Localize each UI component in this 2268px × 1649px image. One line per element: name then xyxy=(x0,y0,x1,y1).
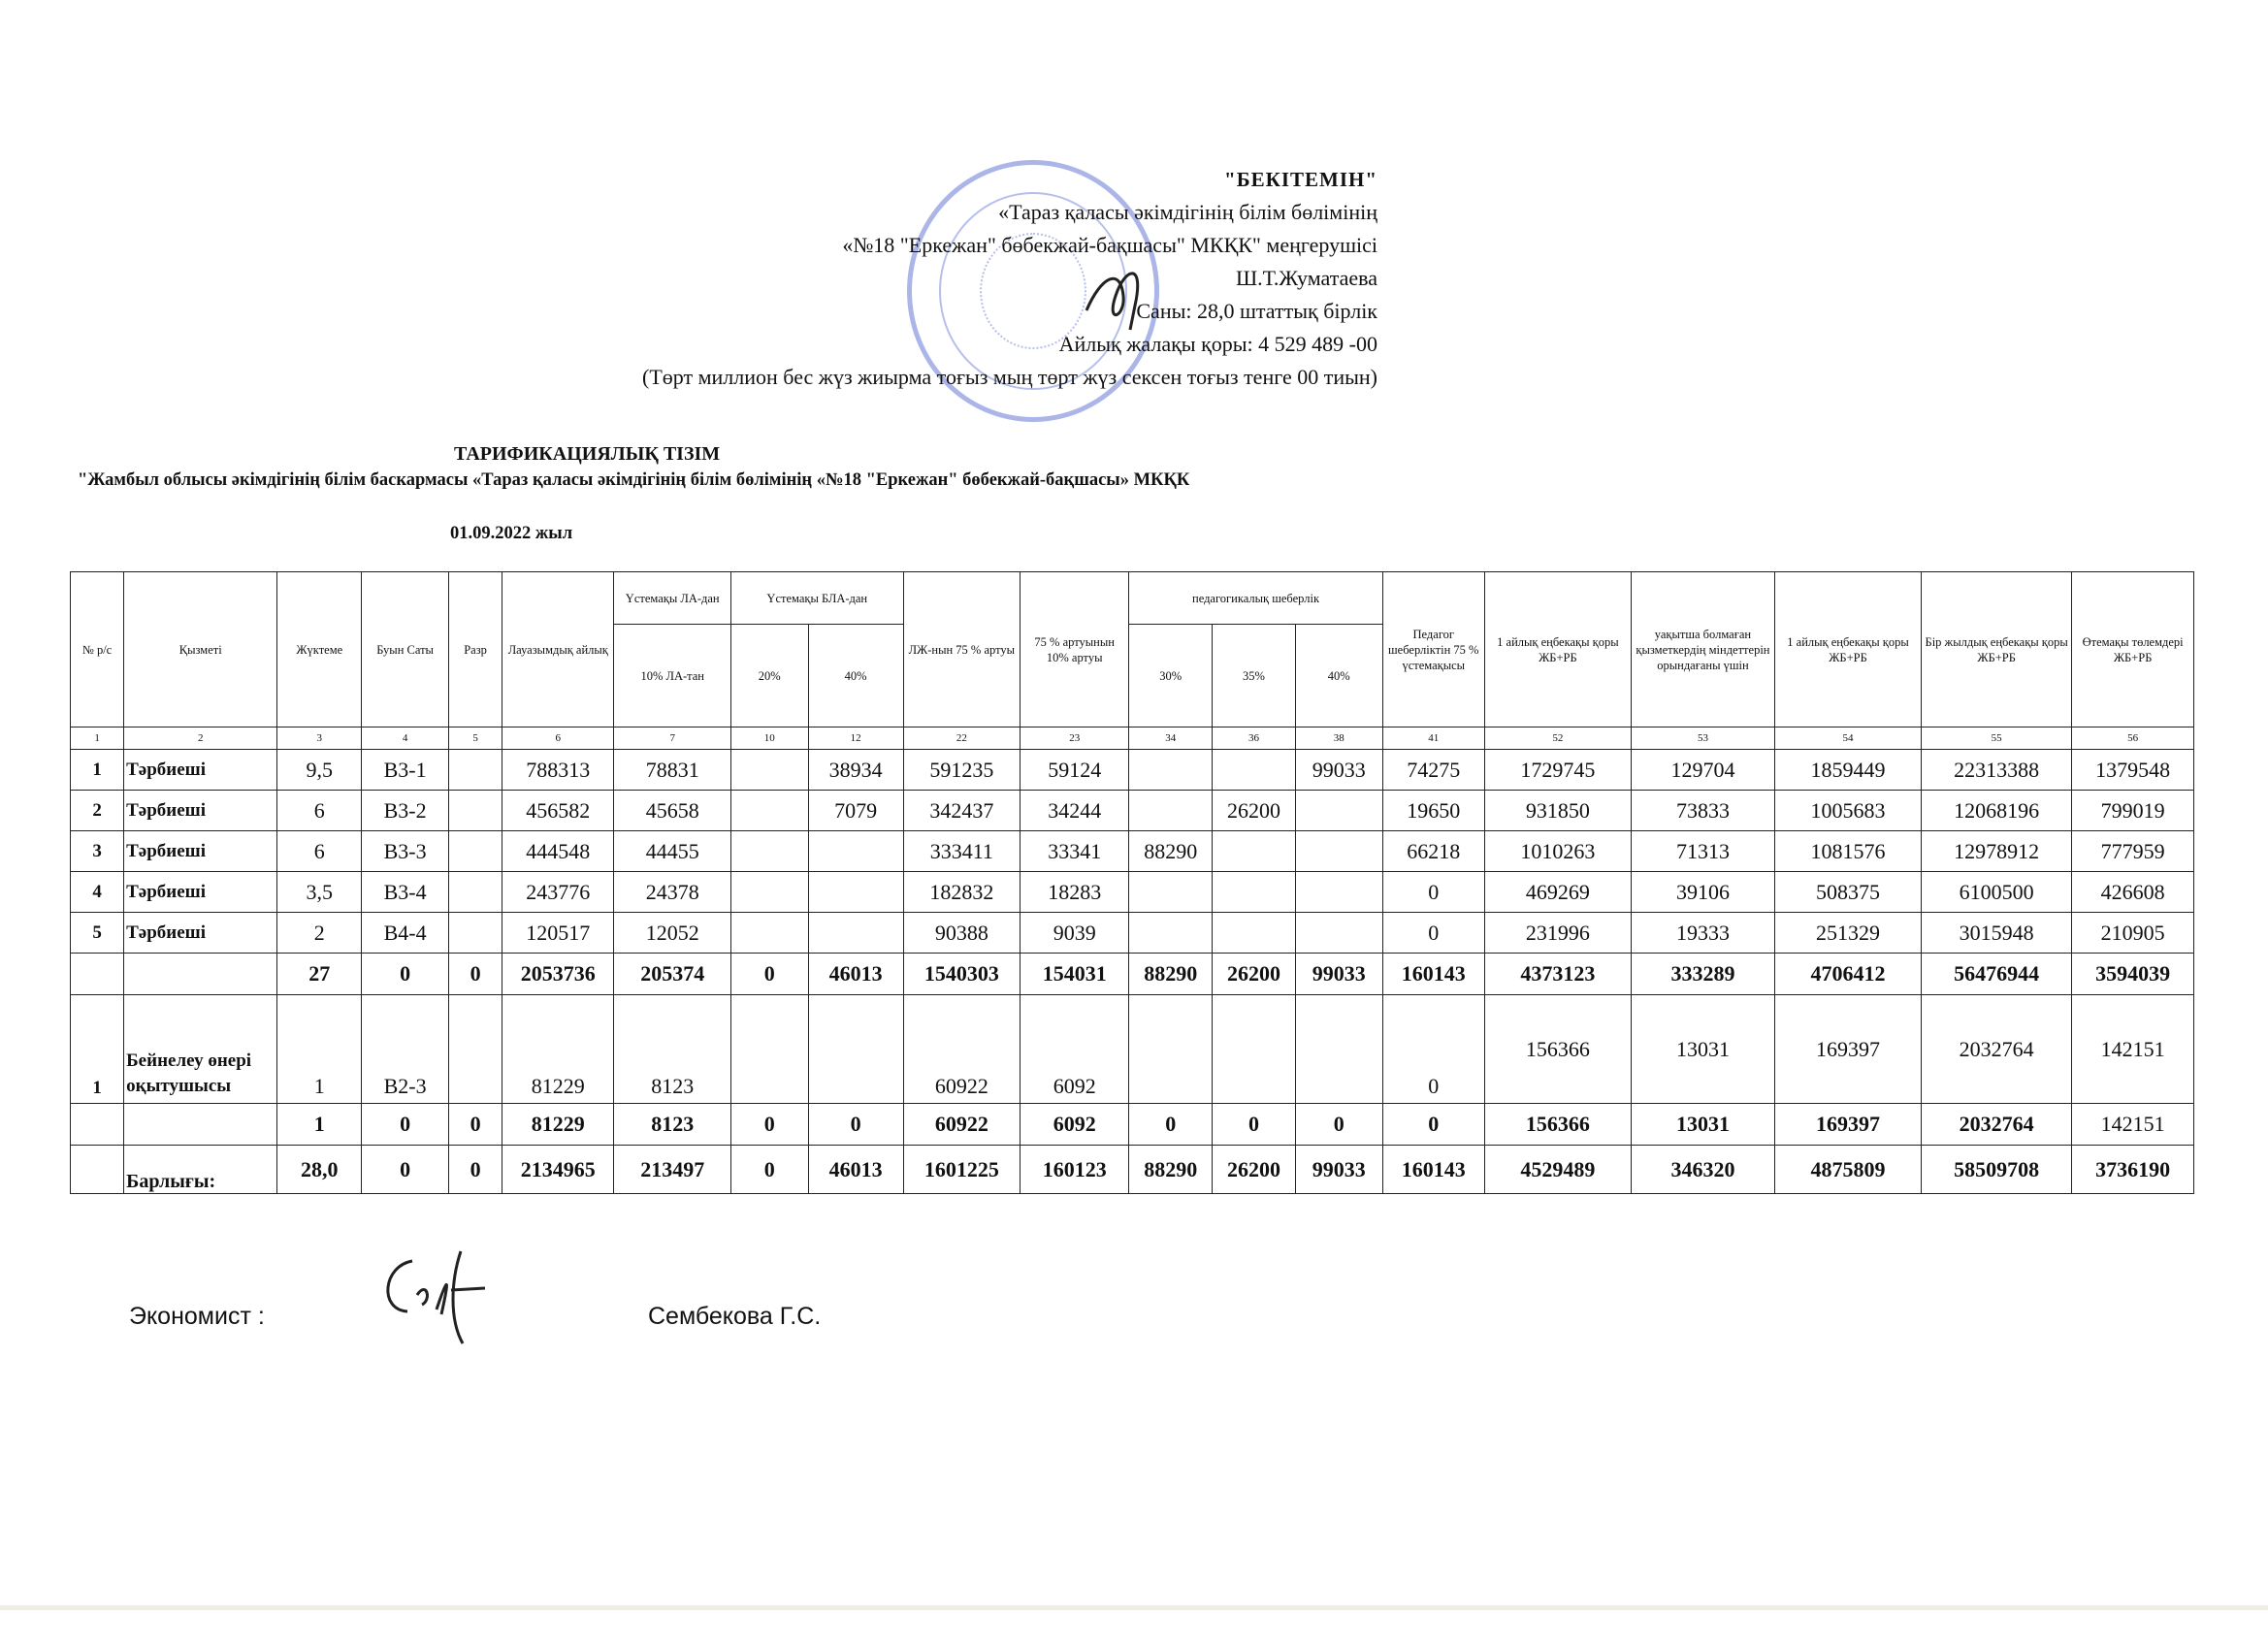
subtotal-cell: 0 xyxy=(362,1104,449,1146)
cell xyxy=(730,913,808,954)
cell: 12978912 xyxy=(1922,831,2072,872)
cell: 1 xyxy=(277,995,362,1104)
cell: 26200 xyxy=(1213,791,1296,831)
subtotal-cell: 0 xyxy=(362,954,449,995)
th-la-10: 10% ЛА-тан xyxy=(614,625,730,728)
th-grade: Разр xyxy=(449,572,502,728)
cell: 73833 xyxy=(1631,791,1774,831)
cell: 59124 xyxy=(1021,750,1129,791)
total-cell: 346320 xyxy=(1631,1146,1774,1194)
cell: 6092 xyxy=(1021,995,1129,1104)
cell: 38934 xyxy=(808,750,903,791)
cell xyxy=(1213,831,1296,872)
cell: 0 xyxy=(1382,913,1484,954)
cell: 6 xyxy=(277,791,362,831)
cell: В2-3 xyxy=(362,995,449,1104)
subtotal-cell: 60922 xyxy=(903,1104,1020,1146)
approval-staff: Саны: 28,0 штаттық бірлік xyxy=(1136,299,1377,323)
cell: 90388 xyxy=(903,913,1020,954)
table-row xyxy=(71,750,2194,791)
col-number: 52 xyxy=(1484,728,1631,750)
cell xyxy=(1129,750,1213,791)
approval-fund-words: (Төрт миллион бес жүз жиырма тоғыз мың төрт жүз сексен тоғыз тенге 00 тиын) xyxy=(642,365,1377,389)
col-number: 6 xyxy=(502,728,614,750)
total-cell: 58509708 xyxy=(1922,1146,2072,1194)
cell: Бейнелеу өнері оқытушысы xyxy=(124,995,277,1104)
cell xyxy=(1213,995,1296,1104)
cell: 22313388 xyxy=(1922,750,2072,791)
table-row xyxy=(71,913,2194,954)
total-cell: 0 xyxy=(449,1146,502,1194)
subtotal-cell: 0 xyxy=(1213,1104,1296,1146)
cell: 6 xyxy=(277,831,362,872)
cell xyxy=(1213,913,1296,954)
cell: 3 xyxy=(71,831,124,872)
cell: 508375 xyxy=(1774,872,1921,913)
grand-total-row xyxy=(71,1146,2194,1194)
cell: 1010263 xyxy=(1484,831,1631,872)
th-salary: Лауазымдық айлық xyxy=(502,572,614,728)
cell: 44455 xyxy=(614,831,730,872)
cell: 78831 xyxy=(614,750,730,791)
subtotal-cell: 1 xyxy=(277,1104,362,1146)
subtotal-cell: 8123 xyxy=(614,1104,730,1146)
total-cell: 213497 xyxy=(614,1146,730,1194)
subtotal-cell: 0 xyxy=(808,1104,903,1146)
director-signature xyxy=(1077,257,1164,335)
approval-block xyxy=(642,163,1377,394)
cell xyxy=(449,913,502,954)
position-cell: Тәрбиеші xyxy=(124,831,277,872)
cell: 34244 xyxy=(1021,791,1129,831)
col-number: 56 xyxy=(2072,728,2194,750)
cell: 0 xyxy=(1382,995,1484,1104)
subtotal-cell: 205374 xyxy=(614,954,730,995)
cell: В3-2 xyxy=(362,791,449,831)
approval-line1: «Тараз қаласы әкімдігінің білім бөлімінің xyxy=(998,200,1377,224)
col-number: 34 xyxy=(1129,728,1213,750)
th-ped-group: педагогикалық шеберлік xyxy=(1129,572,1382,625)
cell: 333411 xyxy=(903,831,1020,872)
cell xyxy=(808,831,903,872)
cell: 777959 xyxy=(2072,831,2194,872)
total-cell: 4529489 xyxy=(1484,1146,1631,1194)
economist-name: Сембекова Г.С. xyxy=(648,1303,822,1330)
col-number: 53 xyxy=(1631,728,1774,750)
th-p75-10: 75 % артуынын 10% артуы xyxy=(1021,572,1129,728)
cell xyxy=(1295,872,1382,913)
tariff-table xyxy=(70,571,2194,1194)
cell: 71313 xyxy=(1631,831,1774,872)
cell: 182832 xyxy=(903,872,1020,913)
cell: 169397 xyxy=(1774,995,1921,1104)
col-number: 2 xyxy=(124,728,277,750)
scan-edge xyxy=(0,1605,2268,1610)
cell xyxy=(449,872,502,913)
cell xyxy=(730,791,808,831)
position-cell: Тәрбиеші xyxy=(124,750,277,791)
subtotal-cell: 46013 xyxy=(808,954,903,995)
table-row xyxy=(71,791,2194,831)
cell: 1859449 xyxy=(1774,750,1921,791)
cell: 3015948 xyxy=(1922,913,2072,954)
approval-line2: «№18 "Еркежан" бөбекжай-бақшасы" МКҚК" меңгерушісі xyxy=(842,233,1377,257)
economist-role: Экономист : xyxy=(129,1303,265,1330)
cell xyxy=(808,995,903,1104)
subtotal-cell: 156366 xyxy=(1484,1104,1631,1146)
subtotal-cell: 0 xyxy=(730,954,808,995)
cell: 251329 xyxy=(1774,913,1921,954)
total-cell: 2134965 xyxy=(502,1146,614,1194)
subtotal-row xyxy=(71,954,2194,995)
subtotal-cell: 13031 xyxy=(1631,1104,1774,1146)
cell: 2 xyxy=(71,791,124,831)
subtotal-cell: 0 xyxy=(1382,1104,1484,1146)
cell xyxy=(1295,995,1382,1104)
cell xyxy=(730,750,808,791)
cell: 12068196 xyxy=(1922,791,2072,831)
col-number: 10 xyxy=(730,728,808,750)
position-cell: Тәрбиеші xyxy=(124,913,277,954)
th-bla-40: 40% xyxy=(808,625,903,728)
subtotal-cell: 56476944 xyxy=(1922,954,2072,995)
cell: 156366 xyxy=(1484,995,1631,1104)
th-absent: уақытша болмаған қызметкердің міндеттерін орындағаны үшін xyxy=(1631,572,1774,728)
cell: 1005683 xyxy=(1774,791,1921,831)
col-number: 38 xyxy=(1295,728,1382,750)
cell: 13031 xyxy=(1631,995,1774,1104)
cell: 2 xyxy=(277,913,362,954)
cell: 39106 xyxy=(1631,872,1774,913)
doc-title: ТАРИФИКАЦИЯЛЫҚ ТІЗІМ xyxy=(454,443,721,465)
cell: 799019 xyxy=(2072,791,2194,831)
subtotal-row xyxy=(71,1104,2194,1146)
table-row xyxy=(71,831,2194,872)
subtotal-cell: 0 xyxy=(449,954,502,995)
cell xyxy=(449,995,502,1104)
total-cell: 26200 xyxy=(1213,1146,1296,1194)
cell xyxy=(1213,872,1296,913)
art-teacher-row xyxy=(71,995,2194,1104)
cell: 931850 xyxy=(1484,791,1631,831)
staff-rows xyxy=(71,750,2194,954)
cell: 3,5 xyxy=(277,872,362,913)
cell: 5 xyxy=(71,913,124,954)
subtotal-cell: 333289 xyxy=(1631,954,1774,995)
cell: 19650 xyxy=(1382,791,1484,831)
cell xyxy=(71,1146,124,1194)
cell: 8123 xyxy=(614,995,730,1104)
column-number-row xyxy=(71,728,2194,750)
th-comp: Өтемақы төлемдері ЖБ+РБ xyxy=(2072,572,2194,728)
th-ped-30: 30% xyxy=(1129,625,1213,728)
cell: 81229 xyxy=(502,995,614,1104)
total-cell: 160143 xyxy=(1382,1146,1484,1194)
subtotal-cell: 1540303 xyxy=(903,954,1020,995)
subtotal-cell: 142151 xyxy=(2072,1104,2194,1146)
cell: 0 xyxy=(1382,872,1484,913)
cell: В3-3 xyxy=(362,831,449,872)
cell xyxy=(71,1104,124,1146)
th-ped-35: 35% xyxy=(1213,625,1296,728)
th-annual: Бір жылдық еңбекақы қоры ЖБ+РБ xyxy=(1922,572,2072,728)
subtotal-cell: 3594039 xyxy=(2072,954,2194,995)
th-fund1: 1 айлық еңбекақы қоры ЖБ+РБ xyxy=(1484,572,1631,728)
subtotal-cell: 0 xyxy=(1129,1104,1213,1146)
cell xyxy=(449,791,502,831)
cell xyxy=(1295,831,1382,872)
cell: 24378 xyxy=(614,872,730,913)
subtotal-cell: 154031 xyxy=(1021,954,1129,995)
total-cell: 1601225 xyxy=(903,1146,1020,1194)
cell: 1 xyxy=(71,995,124,1104)
subtotal-cell: 2053736 xyxy=(502,954,614,995)
cell: 18283 xyxy=(1021,872,1129,913)
economist-signature xyxy=(373,1242,509,1348)
col-number: 3 xyxy=(277,728,362,750)
cell: В4-4 xyxy=(362,913,449,954)
cell: 7079 xyxy=(808,791,903,831)
subtotal-cell: 4706412 xyxy=(1774,954,1921,995)
extra-rows xyxy=(71,954,2194,1194)
cell xyxy=(808,872,903,913)
cell: 120517 xyxy=(502,913,614,954)
cell xyxy=(730,831,808,872)
position-cell: Тәрбиеші xyxy=(124,872,277,913)
cell xyxy=(124,1104,277,1146)
cell: 243776 xyxy=(502,872,614,913)
subtotal-cell: 99033 xyxy=(1295,954,1382,995)
cell xyxy=(1129,913,1213,954)
org-name: "Жамбыл облысы әкімдігінің білім баскармасы «Тараз қаласы әкімдігінің білім бөлімінің «№18 "Еркежан" бөбекжай-бақшасы» МКҚК xyxy=(78,470,1190,490)
table-row xyxy=(71,872,2194,913)
col-number: 36 xyxy=(1213,728,1296,750)
header-row-1 xyxy=(71,572,2194,625)
cell: 45658 xyxy=(614,791,730,831)
cell xyxy=(449,831,502,872)
cell xyxy=(1295,791,1382,831)
cell xyxy=(808,913,903,954)
total-cell: 3736190 xyxy=(2072,1146,2194,1194)
cell xyxy=(1213,750,1296,791)
th-bla-20: 20% xyxy=(730,625,808,728)
cell: 9039 xyxy=(1021,913,1129,954)
th-bla-group: Үстемақы БЛА-дан xyxy=(730,572,903,625)
subtotal-cell: 6092 xyxy=(1021,1104,1129,1146)
cell: 4 xyxy=(71,872,124,913)
th-la-group: Үстемақы ЛА-дан xyxy=(614,572,730,625)
subtotal-cell: 4373123 xyxy=(1484,954,1631,995)
cell xyxy=(124,954,277,995)
cell: 788313 xyxy=(502,750,614,791)
cell xyxy=(1129,872,1213,913)
th-load: Жүктеме xyxy=(277,572,362,728)
subtotal-cell: 27 xyxy=(277,954,362,995)
subtotal-cell: 81229 xyxy=(502,1104,614,1146)
cell: 12052 xyxy=(614,913,730,954)
cell: 210905 xyxy=(2072,913,2194,954)
total-cell: 99033 xyxy=(1295,1146,1382,1194)
th-num: № р/с xyxy=(71,572,124,728)
total-cell: 0 xyxy=(730,1146,808,1194)
cell xyxy=(449,750,502,791)
col-number: 22 xyxy=(903,728,1020,750)
cell: 129704 xyxy=(1631,750,1774,791)
cell xyxy=(730,872,808,913)
approval-fund: Айлық жалақы қоры: 4 529 489 -00 xyxy=(1058,332,1377,356)
cell: 74275 xyxy=(1382,750,1484,791)
cell: 60922 xyxy=(903,995,1020,1104)
cell: 444548 xyxy=(502,831,614,872)
cell xyxy=(1129,995,1213,1104)
th-step: Буын Саты xyxy=(362,572,449,728)
cell xyxy=(730,995,808,1104)
cell: 469269 xyxy=(1484,872,1631,913)
cell: 142151 xyxy=(2072,995,2194,1104)
subtotal-cell: 0 xyxy=(1295,1104,1382,1146)
cell xyxy=(1295,913,1382,954)
th-ped-40: 40% xyxy=(1295,625,1382,728)
total-cell: 4875809 xyxy=(1774,1146,1921,1194)
subtotal-cell: 26200 xyxy=(1213,954,1296,995)
col-number: 1 xyxy=(71,728,124,750)
col-number: 4 xyxy=(362,728,449,750)
cell: 591235 xyxy=(903,750,1020,791)
cell: 1 xyxy=(71,750,124,791)
cell: 456582 xyxy=(502,791,614,831)
cell xyxy=(1129,791,1213,831)
subtotal-cell: 88290 xyxy=(1129,954,1213,995)
cell: 66218 xyxy=(1382,831,1484,872)
cell: В3-1 xyxy=(362,750,449,791)
th-position: Қызметі xyxy=(124,572,277,728)
cell: 19333 xyxy=(1631,913,1774,954)
total-cell: 46013 xyxy=(808,1146,903,1194)
total-cell: 88290 xyxy=(1129,1146,1213,1194)
cell: 6100500 xyxy=(1922,872,2072,913)
position-cell: Тәрбиеші xyxy=(124,791,277,831)
total-cell: 0 xyxy=(362,1146,449,1194)
th-ped-bonus: Педагог шеберліктін 75 % үстемақысы xyxy=(1382,572,1484,728)
subtotal-cell: 0 xyxy=(449,1104,502,1146)
total-cell: 160123 xyxy=(1021,1146,1129,1194)
cell xyxy=(71,954,124,995)
col-number: 5 xyxy=(449,728,502,750)
cell: 231996 xyxy=(1484,913,1631,954)
col-number: 41 xyxy=(1382,728,1484,750)
col-number: 12 xyxy=(808,728,903,750)
cell: 1379548 xyxy=(2072,750,2194,791)
approval-title: "БЕКІТЕМІН" xyxy=(1224,168,1377,191)
subtotal-cell: 0 xyxy=(730,1104,808,1146)
col-number: 23 xyxy=(1021,728,1129,750)
th-lzh75: ЛЖ-нын 75 % артуы xyxy=(903,572,1020,728)
subtotal-cell: 160143 xyxy=(1382,954,1484,995)
doc-date: 01.09.2022 жыл xyxy=(450,524,573,543)
th-fund2: 1 айлық еңбекақы қоры ЖБ+РБ xyxy=(1774,572,1921,728)
approval-director: Ш.Т.Жуматаева xyxy=(1235,266,1377,290)
total-label: Барлығы: xyxy=(124,1146,277,1194)
cell: 9,5 xyxy=(277,750,362,791)
cell: 33341 xyxy=(1021,831,1129,872)
cell: 426608 xyxy=(2072,872,2194,913)
col-number: 54 xyxy=(1774,728,1921,750)
cell: 1729745 xyxy=(1484,750,1631,791)
total-cell: 28,0 xyxy=(277,1146,362,1194)
col-number: 55 xyxy=(1922,728,2072,750)
cell: В3-4 xyxy=(362,872,449,913)
subtotal-cell: 2032764 xyxy=(1922,1104,2072,1146)
cell: 342437 xyxy=(903,791,1020,831)
cell: 88290 xyxy=(1129,831,1213,872)
col-number: 7 xyxy=(614,728,730,750)
cell: 99033 xyxy=(1295,750,1382,791)
cell: 2032764 xyxy=(1922,995,2072,1104)
subtotal-cell: 169397 xyxy=(1774,1104,1921,1146)
cell: 1081576 xyxy=(1774,831,1921,872)
